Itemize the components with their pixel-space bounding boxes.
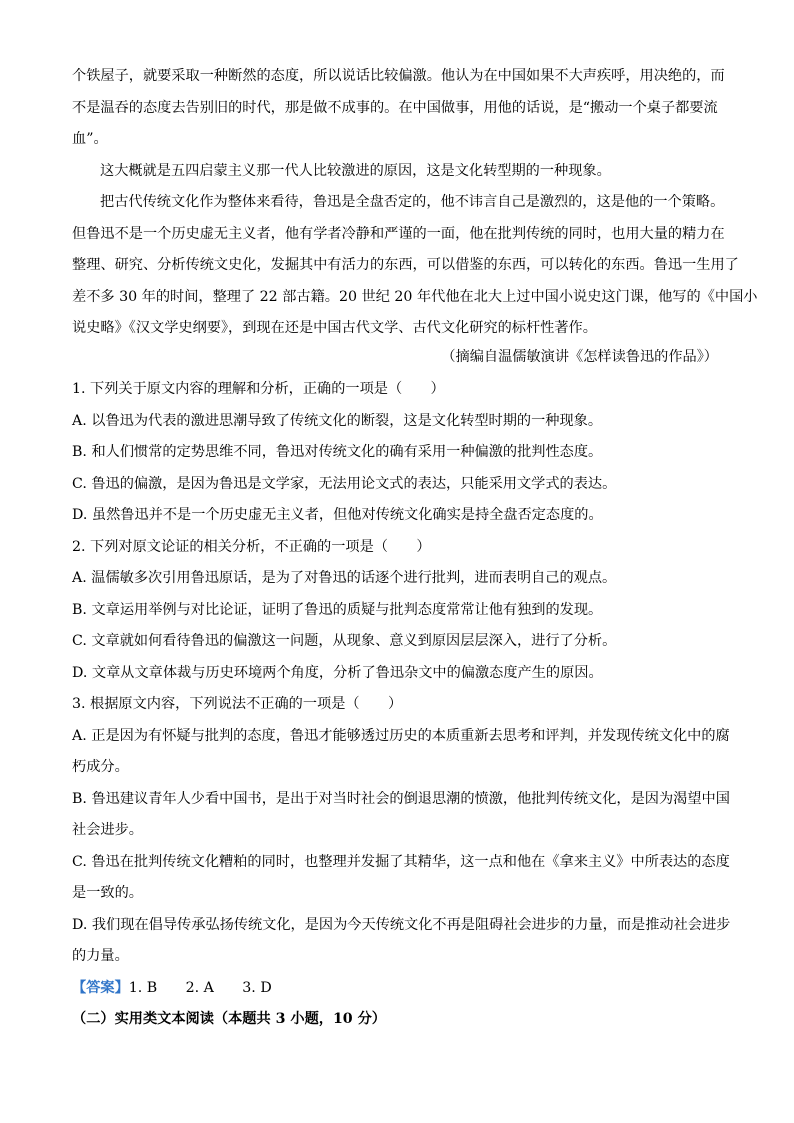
passage-line: 把古代传统文化作为整体来看待，鲁迅是全盘否定的，他不讳言自己是激烈的，这是他的一个策略。 — [100, 194, 725, 210]
passage-line: 整理、研究、分析传统文史化，发掘其中有活力的东西，可以借鉴的东西，可以转化的东西。鲁迅一生用了 — [72, 257, 739, 273]
question-option-continued: 社会进步。 — [72, 822, 143, 838]
answer-text: 1. B 2. A 3. D — [128, 980, 272, 996]
question-option: B. 文章运用举例与对比论证，证明了鲁迅的质疑与批判态度常常让他有独到的发现。 — [72, 602, 603, 618]
answer-line — [72, 978, 272, 998]
question-option: D. 我们现在倡导传承弘扬传统文化，是因为今天传统文化不再是阻碍社会进步的力量，而是推动社会进步 — [72, 917, 731, 933]
passage-line: 差不多 30 年的时间，整理了 22 部古籍。20 世纪 20 年代他在北大上过中国小说史这门课，他写的《中国小 — [72, 289, 758, 305]
question-option-continued: 是一致的。 — [72, 885, 143, 901]
passage-line: 但鲁迅不是一个历史虚无主义者，他有学者冷静和严谨的一面，他在批判传统的同时，也用大量的精力在 — [72, 226, 725, 242]
question-option: C. 文章就如何看待鲁迅的偏激这一问题，从现象、意义到原因层层深入，进行了分析。 — [72, 633, 617, 649]
section-heading: （二）实用类文本阅读（本题共 3 小题，10 分） — [72, 1011, 386, 1027]
question-stem: 2. 下列对原文论证的相关分析，不正确的一项是（ ） — [72, 539, 431, 555]
question-option: B. 鲁迅建议青年人少看中国书，是出于对当时社会的倒退思潮的愤激，他批判传统文化，是因为渴望中国 — [72, 791, 730, 807]
question-option-continued: 朽成分。 — [72, 759, 129, 775]
question-stem: 3. 根据原文内容，下列说法不正确的一项是（ ） — [72, 696, 403, 712]
passage-line: 说史略》《汉文学史纲要》，到现在还是中国古代文学、古代文化研究的标杆性著作。 — [72, 320, 597, 336]
question-option: B. 和人们惯常的定势思维不同，鲁迅对传统文化的确有采用一种偏激的批判性态度。 — [72, 444, 603, 460]
question-option: C. 鲁迅的偏激，是因为鲁迅是文学家，无法用论文式的表达，只能采用文学式的表达。 — [72, 476, 617, 492]
question-stem: 1. 下列关于原文内容的理解和分析，正确的一项是（ ） — [72, 381, 445, 397]
question-option: A. 温儒敏多次引用鲁迅原话，是为了对鲁迅的话逐个进行批判，进而表明自己的观点。 — [72, 570, 617, 586]
passage-line: 这大概就是五四启蒙主义那一代人比较激进的原因，这是文化转型期的一种现象。 — [100, 163, 611, 179]
question-option: D. 文章从文章体裁与历史环境两个角度，分析了鲁迅杂文中的偏激态度产生的原因。 — [72, 665, 603, 681]
passage-line: 不是温吞的态度去告别旧的时代，那是做不成事的。在中国做事，用他的话说，是“搬动一个桌子都要流 — [72, 100, 718, 116]
passage-line: 血”。 — [72, 131, 108, 147]
passage-line: 个铁屋子，就要采取一种断然的态度，所以说话比较偏激。他认为在中国如果不大声疾呼，用决绝的，而 — [72, 68, 725, 84]
question-option-continued: 的力量。 — [72, 948, 129, 964]
question-option: A. 以鲁迅为代表的激进思潮导致了传统文化的断裂，这是文化转型时期的一种现象。 — [72, 413, 603, 429]
question-option: A. 正是因为有怀疑与批判的态度，鲁迅才能够透过历史的本质重新去思考和评判，并发现传统文化中的腐 — [72, 728, 730, 744]
answer-tag: 【答案】 — [72, 980, 129, 996]
question-option: D. 虽然鲁迅并不是一个历史虚无主义者，但他对传统文化确实是持全盘否定态度的。 — [72, 507, 603, 523]
passage-source: （摘编自温儒敏演讲《怎样读鲁迅的作品》） — [441, 349, 718, 365]
question-option: C. 鲁迅在批判传统文化糟粕的同时，也整理并发掘了其精华，这一点和他在《拿来主义》中所表达的态度 — [72, 854, 730, 870]
